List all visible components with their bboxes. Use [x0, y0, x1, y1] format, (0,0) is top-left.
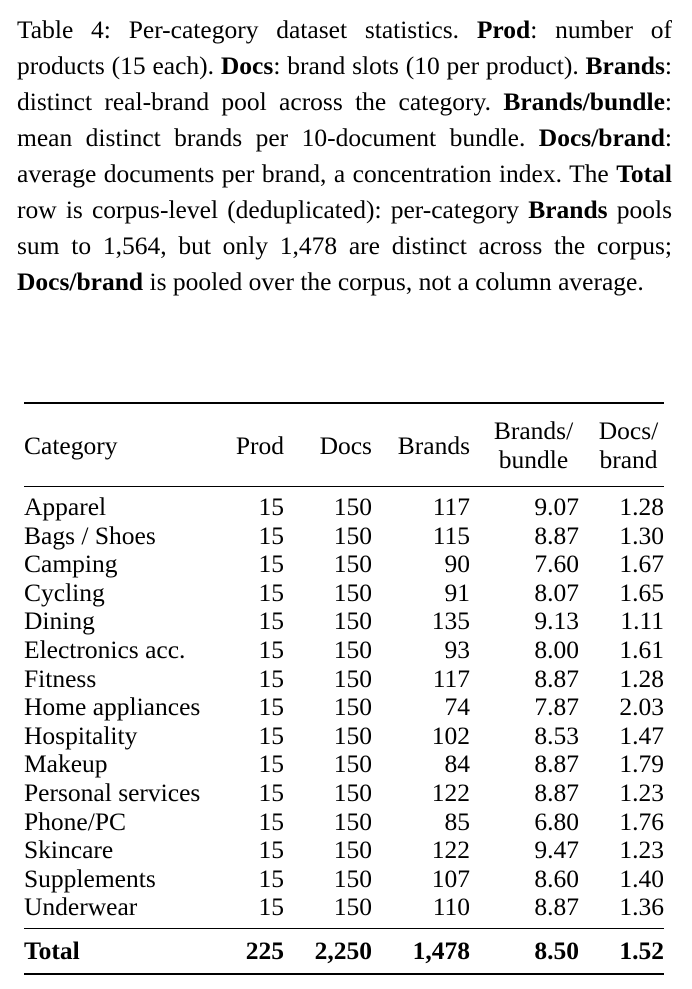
- cell-docs: 150: [333, 835, 372, 865]
- cell-brands: 102: [431, 720, 470, 750]
- table-row: [24, 893, 664, 922]
- cell-docs-brand: 1.23: [619, 777, 664, 807]
- cell-brands: 91: [444, 577, 470, 607]
- cell-brands: 93: [444, 634, 470, 664]
- cell-docs: 150: [333, 520, 372, 550]
- cell-docs: 150: [333, 777, 372, 807]
- table-row: [24, 779, 664, 808]
- cell-docs-brand: 2.03: [619, 692, 664, 722]
- cell-brands: 110: [432, 892, 470, 922]
- cell-category: Fitness: [24, 663, 97, 693]
- cell-prod: 15: [258, 663, 284, 693]
- cell-docs-brand: 1.30: [619, 520, 664, 550]
- cell-brands: 135: [431, 606, 470, 636]
- cell-brands-bundle: 9.47: [534, 835, 579, 865]
- cell-prod: 15: [258, 577, 284, 607]
- cell-brands: 117: [432, 492, 470, 521]
- cell-brands: 90: [444, 549, 470, 579]
- cell-brands: 85: [444, 806, 470, 836]
- caption-term-docs-brand: Docs/brand: [538, 123, 665, 152]
- cell-docs-brand: 1.28: [619, 492, 664, 521]
- caption-text: is pooled over the corpus, not a column average.: [149, 267, 644, 296]
- cell-brands: 122: [431, 777, 470, 807]
- cell-docs: 150: [333, 492, 372, 521]
- table-body: [24, 487, 664, 922]
- cell-brands: 84: [444, 749, 470, 779]
- cell-prod: 15: [258, 606, 284, 636]
- cell-prod: 15: [258, 777, 284, 807]
- table-row: [24, 636, 664, 665]
- cell-brands-bundle: 8.60: [534, 863, 579, 893]
- cell-docs-brand: 1.76: [619, 806, 664, 836]
- table-row: [24, 865, 664, 894]
- cell-brands-bundle: 7.60: [534, 549, 579, 579]
- cell-docs-brand: 1.79: [619, 749, 664, 779]
- cell-brands: 107: [431, 863, 470, 893]
- total-docs-brand: 1.52: [619, 935, 664, 965]
- caption-term-brands-bundle: Brands/bundle: [503, 87, 665, 116]
- cell-docs-brand: 1.28: [619, 663, 664, 693]
- caption-term-docs: Docs: [220, 51, 274, 80]
- header-docs-brand: [579, 403, 664, 487]
- caption-text: : distinct real-brand pool across the category.: [17, 51, 673, 116]
- caption-term-prod: Prod: [476, 15, 531, 44]
- header-prod: Prod: [235, 430, 284, 460]
- caption-term-brands: Brands: [528, 195, 608, 224]
- table-row: [24, 722, 664, 751]
- cell-docs: 150: [333, 577, 372, 607]
- header-brands: Brands: [397, 430, 470, 460]
- cell-category: Electronics acc.: [24, 634, 186, 664]
- cell-category: Makeup: [24, 749, 108, 779]
- table-row: [24, 579, 664, 608]
- cell-prod: 15: [258, 806, 284, 836]
- table-row: [24, 493, 664, 522]
- cell-docs-brand: 1.11: [620, 606, 664, 636]
- cell-docs: 150: [333, 806, 372, 836]
- header-docs-brand-line1: Docs/: [598, 416, 659, 445]
- cell-category: Supplements: [24, 863, 156, 893]
- cell-category: Home appliances: [24, 692, 201, 722]
- cell-brands-bundle: 9.07: [534, 492, 579, 521]
- stats-table: [24, 402, 664, 975]
- cell-docs-brand: 1.36: [619, 892, 664, 922]
- cell-brands-bundle: 8.53: [534, 720, 579, 750]
- cell-brands-bundle: 8.00: [534, 634, 579, 664]
- caption-term-docs-brand: Docs/brand: [17, 267, 144, 296]
- cell-brands-bundle: 6.80: [534, 806, 579, 836]
- cell-prod: 15: [258, 892, 284, 922]
- cell-docs: 150: [333, 863, 372, 893]
- cell-docs: 150: [333, 549, 372, 579]
- cell-prod: 15: [258, 520, 284, 550]
- cell-brands-bundle: 8.87: [534, 777, 579, 807]
- cell-category: Bags / Shoes: [24, 520, 156, 550]
- cell-docs-brand: 1.47: [619, 720, 664, 750]
- cell-category: Camping: [24, 549, 118, 579]
- cell-docs: 150: [333, 749, 372, 779]
- table-row: [24, 750, 664, 779]
- cell-prod: 15: [258, 720, 284, 750]
- caption-text: : mean distinct brands per 10-document bundle.: [17, 87, 672, 152]
- total-row: [24, 928, 664, 974]
- cell-category: Hospitality: [24, 720, 138, 750]
- caption-term-brands: Brands: [585, 51, 665, 80]
- cell-prod: 15: [258, 863, 284, 893]
- cell-brands-bundle: 8.87: [534, 749, 579, 779]
- caption-text: row is corpus-level (deduplicated): per-category: [17, 195, 520, 224]
- total-brands-bundle: 8.50: [534, 935, 579, 965]
- total-docs: 2,250: [314, 935, 372, 965]
- cell-docs-brand: 1.40: [619, 863, 664, 893]
- caption-text: : brand slots (10 per product).: [273, 51, 579, 80]
- caption-label: Table 4:: [17, 15, 111, 44]
- cell-docs: 150: [333, 720, 372, 750]
- header-brands-bundle: [470, 403, 579, 487]
- cell-docs-brand: 1.65: [619, 577, 664, 607]
- cell-category: Personal services: [24, 777, 201, 807]
- caption-text: : average documents per brand, a concentration index. The: [17, 123, 672, 188]
- cell-prod: 15: [258, 749, 284, 779]
- table-row: [24, 808, 664, 837]
- cell-category: Cycling: [24, 577, 105, 607]
- cell-category: Apparel: [24, 492, 107, 521]
- cell-prod: 15: [258, 549, 284, 579]
- cell-brands-bundle: 8.87: [534, 663, 579, 693]
- header-docs: Docs: [319, 430, 372, 460]
- table-row: [24, 693, 664, 722]
- cell-docs-brand: 1.23: [619, 835, 664, 865]
- cell-category: Phone/PC: [24, 806, 127, 836]
- caption-term-total: Total: [616, 159, 672, 188]
- cell-docs: 150: [333, 892, 372, 922]
- table-row: [24, 836, 664, 865]
- table-row: [24, 550, 664, 579]
- cell-brands-bundle: 9.13: [534, 606, 579, 636]
- cell-brands-bundle: 8.87: [534, 892, 579, 922]
- cell-prod: 15: [258, 692, 284, 722]
- cell-brands-bundle: 8.07: [534, 577, 579, 607]
- header-brands-bundle-line2: bundle: [498, 445, 569, 474]
- cell-prod: 15: [258, 492, 284, 521]
- table-header-row: [24, 403, 664, 487]
- caption-text: Per-category dataset statistics.: [128, 15, 460, 44]
- cell-prod: 15: [258, 835, 284, 865]
- table-row: [24, 665, 664, 694]
- cell-category: Dining: [24, 606, 95, 636]
- cell-brands: 122: [431, 835, 470, 865]
- header-category: Category: [24, 430, 118, 460]
- cell-docs: 150: [333, 606, 372, 636]
- table-row: [24, 607, 664, 636]
- cell-category: Skincare: [24, 835, 114, 865]
- table-row: [24, 522, 664, 551]
- cell-docs-brand: 1.61: [619, 634, 664, 664]
- cell-docs: 150: [333, 634, 372, 664]
- cell-brands: 115: [432, 520, 470, 550]
- header-brands-bundle-line1: Brands/: [493, 416, 574, 445]
- cell-brands-bundle: 8.87: [534, 520, 579, 550]
- cell-docs: 150: [333, 663, 372, 693]
- cell-brands-bundle: 7.87: [534, 692, 579, 722]
- total-brands: 1,478: [412, 935, 470, 965]
- cell-category: Underwear: [24, 892, 138, 922]
- cell-prod: 15: [258, 634, 284, 664]
- total-label: Total: [24, 935, 80, 965]
- cell-brands: 117: [432, 663, 470, 693]
- stats-table-wrapper: [24, 402, 664, 975]
- cell-brands: 74: [444, 692, 470, 722]
- cell-docs: 150: [333, 692, 372, 722]
- cell-docs-brand: 1.67: [619, 549, 664, 579]
- caption-text: pools sum to 1,564, but only 1,478 are distinct across the corpus;: [17, 195, 673, 260]
- total-prod: 225: [245, 935, 284, 965]
- header-docs-brand-line2: brand: [599, 445, 658, 474]
- table-caption: [17, 12, 672, 300]
- caption-text: : number of products (15 each).: [17, 15, 673, 80]
